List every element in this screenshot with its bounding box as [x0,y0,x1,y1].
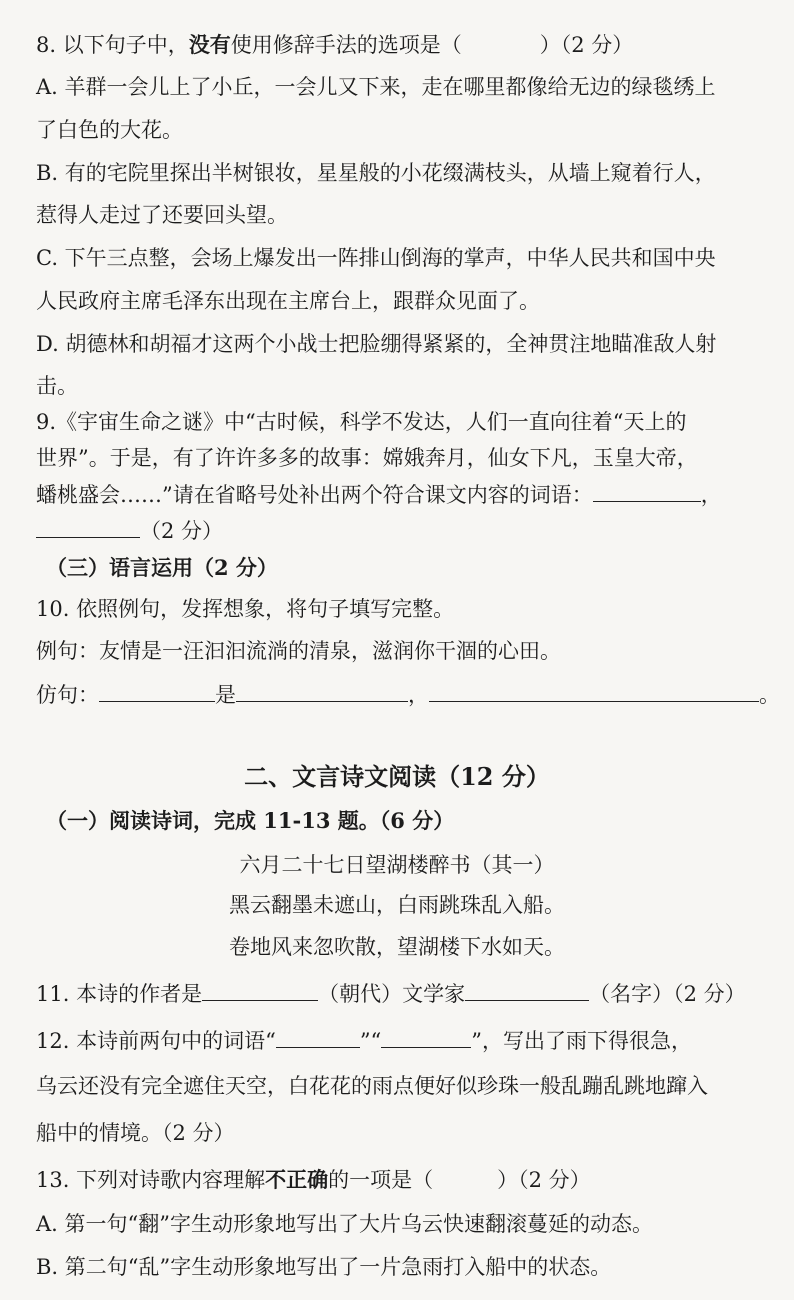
q8-stem [36,30,633,60]
q8-option-b-cont: 惹得人走过了还要回头望。 [36,203,288,227]
poem-line-1: 黑云翻墨未遮山，白雨跳珠乱入船。 [229,893,565,917]
q9-score: （2 分） [140,519,224,543]
q11 [36,978,746,1009]
q9-line-4 [36,515,223,546]
q12-line-2: 乌云还没有完全遮住天空，白花花的雨点便好似珍珠一般乱蹦乱跳地蹿入 [36,1074,708,1098]
q8-option-c-cont: 人民政府主席毛泽东出现在主席台上，跟群众见面了。 [36,289,540,313]
q10-comma: ， [408,683,429,707]
q10-blank-3[interactable] [429,679,759,702]
q13-score: ）（2 分） [497,1168,591,1192]
q8-option-d: D. 胡德林和胡福才这两个小战士把脸绷得紧紧的，全神贯注地瞄准敌人射 [36,332,717,356]
q11-blank-name[interactable] [465,978,589,1001]
poem-line-2: 卷地风来忽吹散，望湖楼下水如天。 [229,935,565,959]
q8-option-d-cont: 击。 [36,374,78,398]
q10-stem: 10. 依照例句，发挥想象，将句子填写完整。 [36,597,455,621]
q8-score: ）（2 分） [539,33,634,57]
q10-blank-1[interactable] [99,679,215,702]
q11-text-1: 11. 本诗的作者是 [36,982,203,1006]
q8-option-c: C. 下午三点整，会场上爆发出一阵排山倒海的掌声，中华人民共和国中央 [36,246,716,270]
q12-line-3: 船中的情境。（2 分） [36,1121,235,1145]
q9-line-1: 9.《宇宙生命之谜》中“古时候，科学不发达，人们一直向往着“天上的 [36,410,687,434]
q13-text-2: 的一项是（ [328,1168,434,1192]
q11-blank-dynasty[interactable] [202,978,318,1001]
poem-title: 六月二十七日望湖楼醉书（其一） [239,853,555,877]
q8-option-a: A. 羊群一会儿上了小丘，一会儿又下来，走在哪里都像给无边的绿毯绣上 [36,75,716,99]
q10-imitate-label: 仿句： [36,683,99,707]
q10-is: 是 [215,683,236,707]
q10-example: 例句：友情是一汪汩汩流淌的清泉，滋润你干涸的心田。 [36,639,561,663]
q9-comma: ， [700,483,722,507]
q12-text-3: ”，写出了雨下得很急， [471,1029,693,1053]
section-language-use-title: （三）语言运用（2 分） [46,555,278,580]
q12-line-1 [36,1025,692,1056]
q10-blank-2[interactable] [236,679,408,702]
q9-line-2: 世界”。于是，有了许许多多的故事：嫦娥奔月，仙女下凡，玉皇大帝， [36,446,698,470]
q11-text-3: （名字）（2 分） [589,982,746,1006]
q13-stem [36,1165,591,1195]
section-poem-reading-title: （一）阅读诗词，完成 11-13 题。（6 分） [46,808,455,833]
q11-text-2: （朝代）文学家 [318,982,466,1006]
q13-option-b: B. 第二句“乱”字生动形象地写出了一片急雨打入船中的状态。 [36,1255,612,1279]
q8-stem-emphasis: 没有 [188,32,231,57]
q13-emphasis: 不正确 [265,1167,329,1192]
q8-stem-text-2: 使用修辞手法的选项是（ [230,33,462,57]
q13-option-a: A. 第一句“翻”字生动形象地写出了大片乌云快速翻滚蔓延的动态。 [36,1212,653,1236]
q8-option-a-cont: 了白色的大花。 [36,118,183,142]
q9-line-3 [36,479,722,510]
q10-imitate [36,679,780,710]
q9-blank-2[interactable] [36,515,140,538]
q13-text-1: 13. 下列对诗歌内容理解 [36,1168,266,1192]
q10-period: 。 [759,683,780,707]
q12-blank-1[interactable] [276,1025,360,1048]
q12-blank-2[interactable] [381,1025,471,1048]
q8-stem-text: 8. 以下句子中， [36,33,189,57]
q8-option-b: B. 有的宅院里探出半树银妆，星星般的小花缀满枝头，从墙上窥着行人， [36,161,716,185]
q9-line-3-text: 蟠桃盛会……”请在省略号处补出两个符合课文内容的词语： [36,483,593,507]
q12-text-2: ”“ [359,1029,382,1053]
part-2-title: 二、文言诗文阅读（12 分） [244,762,550,791]
q12-text-1: 12. 本诗前两句中的词语“ [36,1029,276,1053]
q9-blank-1[interactable] [593,479,701,502]
